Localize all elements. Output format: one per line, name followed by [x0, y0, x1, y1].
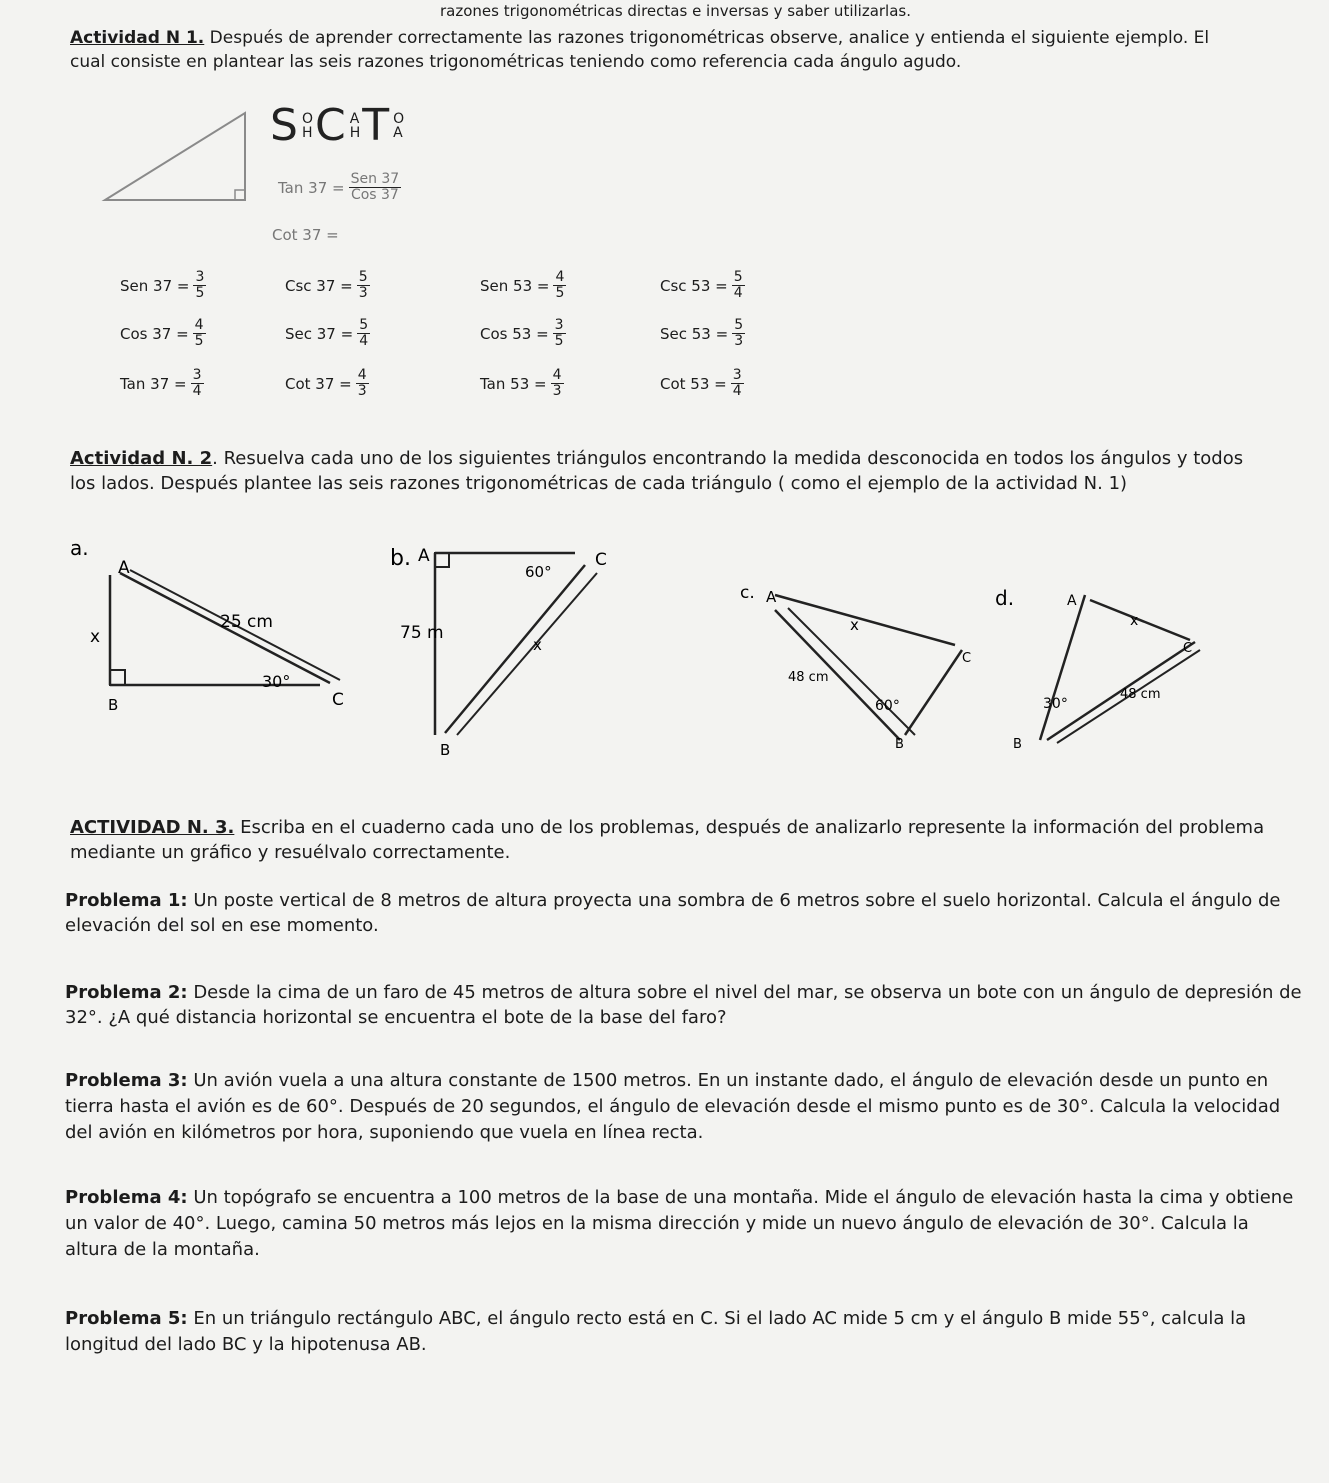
ratio-item [285, 368, 369, 399]
mnemonic-c: C [314, 100, 348, 151]
ratio-fraction [357, 318, 370, 349]
triangle-b-label-B: B [440, 741, 451, 759]
ratio-label: Sec 37 = [285, 324, 354, 343]
ratio-numerator: 3 [732, 367, 742, 383]
mnemonic-c-stack [350, 112, 361, 140]
ratio-numerator: 5 [733, 269, 743, 285]
ratio-denominator: 3 [734, 333, 744, 349]
triangle-b [385, 535, 635, 760]
ratio-item [660, 270, 745, 301]
problem-2 [65, 980, 1305, 1030]
ratio-item [120, 368, 204, 399]
triangle-b-side: 75 m [400, 623, 444, 643]
problem-1 [65, 888, 1305, 938]
triangle-a-tag: a. [70, 536, 89, 560]
activity2-title: Actividad N. 2 [70, 448, 213, 469]
example-tan [278, 172, 401, 203]
ratio-numerator: 3 [192, 367, 202, 383]
activity1-title: Actividad N 1. [70, 28, 205, 48]
ratio-fraction [551, 368, 564, 399]
triangle-d-label-x: x [1130, 613, 1139, 629]
ratio-denominator: 4 [359, 333, 369, 349]
ratio-denominator: 5 [555, 285, 565, 301]
ratio-numerator: 4 [552, 367, 562, 383]
triangle-a [70, 535, 360, 720]
mnemonic-s-top: O [301, 110, 313, 127]
problem-1-label: Problema 1: [65, 890, 188, 911]
ratio-label: Cos 53 = [480, 324, 549, 343]
ratio-item [120, 318, 206, 349]
triangle-b-label-C: C [595, 550, 607, 570]
ratio-numerator: 5 [734, 317, 744, 333]
triangle-d-side: 48 cm [1120, 687, 1161, 702]
mnemonic-t-bot: A [393, 124, 403, 141]
triangle-c-label-C: C [962, 651, 972, 666]
ratio-denominator: 5 [554, 333, 564, 349]
ratio-fraction [732, 270, 745, 301]
triangle-d-label-C: C [1183, 641, 1193, 656]
ratio-denominator: 3 [552, 383, 562, 399]
ratio-numerator: 3 [554, 317, 564, 333]
ratio-label: Csc 37 = [285, 276, 353, 295]
ratio-denominator: 4 [733, 285, 743, 301]
ratio-label: Tan 53 = [480, 374, 547, 393]
ratio-label: Csc 53 = [660, 276, 728, 295]
ratio-label: Cot 53 = [660, 374, 727, 393]
activity3-paragraph [70, 815, 1280, 865]
triangle-c-label-x: x [850, 616, 859, 634]
ratio-label: Tan 37 = [120, 374, 187, 393]
problem-3-label: Problema 3: [65, 1070, 188, 1091]
ratio-fraction [191, 368, 204, 399]
activity2-text: . Resuelva cada uno de los siguientes triángulos encontrando la medida desconocida en todos los ángulos y todos los lados. Después plantee las seis razones trigonométricas de cada triángulo ( como el ejemplo de la actividad N. 1) [70, 448, 1244, 494]
activity3-title: ACTIVIDAD N. 3. [70, 817, 235, 838]
triangle-b-label-A: A [418, 546, 430, 566]
triangle-a-label-B: B [108, 696, 119, 714]
ratio-denominator: 3 [358, 285, 368, 301]
ratio-numerator: 5 [358, 269, 368, 285]
triangle-d-tag: d. [995, 586, 1015, 610]
ratio-item [480, 318, 566, 349]
triangle-b-label-x: x [533, 636, 542, 654]
triangle-d-label-B: B [1013, 737, 1022, 752]
ratio-fraction [193, 318, 206, 349]
problem-4 [65, 1185, 1305, 1263]
triangle-c-tag: c. [740, 583, 755, 603]
activity1-paragraph [70, 26, 1220, 74]
activity3-text: Escriba en el cuaderno cada uno de los problemas, después de analizarlo represente la información del problema mediante un gráfico y resuélvalo correctamente. [70, 817, 1265, 863]
ratio-fraction [356, 368, 369, 399]
problem-5-text: En un triángulo rectángulo ABC, el ángulo recto está en C. Si el lado AC mide 5 cm y el ángulo B mide 55°, calcula la longitud del lado BC y la hipotenusa AB. [65, 1308, 1247, 1355]
example-triangle [95, 105, 270, 215]
ratio-denominator: 4 [732, 383, 742, 399]
ratio-numerator: 4 [194, 317, 204, 333]
ratio-item [480, 270, 566, 301]
ratio-item [285, 318, 370, 349]
ratio-item [660, 368, 744, 399]
ratio-numerator: 5 [359, 317, 369, 333]
problem-5 [65, 1306, 1305, 1358]
problem-2-label: Problema 2: [65, 982, 188, 1003]
triangle-b-angle: 60° [525, 563, 552, 581]
ratio-numerator: 3 [195, 269, 205, 285]
problem-4-text: Un topógrafo se encuentra a 100 metros de la base de una montaña. Mide el ángulo de elevación hasta la cima y obtiene un valor de 40°. Luego, camina 50 metros más lejos en la misma dirección y mide un nuevo ángulo de elevación de 30°. Calcula la altura de la montaña. [65, 1187, 1294, 1260]
example-tan-lhs: Tan 37 = [278, 178, 345, 197]
triangle-c-label-B: B [895, 737, 904, 752]
ratio-label: Sen 37 = [120, 276, 190, 295]
ratio-item [120, 270, 206, 301]
triangle-d-angle: 30° [1043, 696, 1068, 712]
ratio-fraction [553, 318, 566, 349]
mnemonic-c-top: A [349, 110, 360, 127]
example-right-angle-mark [235, 190, 245, 200]
problem-4-label: Problema 4: [65, 1187, 188, 1208]
triangle-a-hyp: 25 cm [220, 612, 273, 632]
header-text: razones trigonométricas directas e inversas y saber utilizarlas. [440, 2, 911, 20]
example-triangle-shape [105, 113, 245, 200]
mnemonic [270, 100, 406, 151]
problem-1-text: Un poste vertical de 8 metros de altura proyecta una sombra de 6 metros sobre el suelo horizontal. Calcula el ángulo de elevación del sol en ese momento. [65, 890, 1281, 936]
triangle-d [995, 580, 1210, 755]
mnemonic-s-bot: H [301, 124, 313, 141]
ratio-fraction [193, 270, 206, 301]
example-tan-num: Sen 37 [350, 171, 400, 187]
mnemonic-s-stack [302, 112, 313, 140]
ratios-grid [120, 270, 820, 420]
ratio-label: Sen 53 = [480, 276, 550, 295]
ratio-label: Cot 37 = [285, 374, 352, 393]
ratio-fraction [731, 368, 744, 399]
triangle-c-side: 48 cm [788, 670, 829, 685]
ratio-item [660, 318, 745, 349]
ratio-denominator: 4 [192, 383, 202, 399]
mnemonic-t-top: O [393, 110, 405, 127]
problem-5-label: Problema 5: [65, 1308, 188, 1329]
triangle-c-label-A: A [766, 588, 777, 606]
mnemonic-t: T [362, 100, 392, 151]
ratio-fraction [553, 270, 566, 301]
triangle-a-angle: 30° [262, 672, 291, 691]
mnemonic-c-bot: H [349, 124, 361, 141]
triangle-b-tag: b. [390, 546, 411, 571]
mnemonic-t-stack [393, 112, 404, 140]
problem-3 [65, 1068, 1305, 1146]
ratio-denominator: 5 [195, 285, 205, 301]
problem-2-text: Desde la cima de un faro de 45 metros de altura sobre el nivel del mar, se observa un bote con un ángulo de depresión de 32°. ¿A qué distancia horizontal se encuentra el bote de la base del faro? [65, 982, 1302, 1028]
ratio-numerator: 4 [357, 367, 367, 383]
ratio-numerator: 4 [555, 269, 565, 285]
ratio-denominator: 5 [194, 333, 204, 349]
triangle-a-label-C: C [332, 690, 344, 710]
example-cot: Cot 37 = [272, 226, 339, 244]
ratio-fraction [732, 318, 745, 349]
example-tan-den: Cos 37 [350, 187, 399, 203]
problem-3-text: Un avión vuela a una altura constante de 1500 metros. En un instante dado, el ángulo de elevación desde un punto en tierra hasta el avión es de 60°. Después de 20 segundos, el ángulo de elevación desde el mismo punto es de 30°. Calcula la velocidad del avión en kilómetros por hora, suponiendo que vuela en línea recta. [65, 1070, 1281, 1143]
triangle-a-label-A: A [118, 558, 130, 578]
triangle-c [740, 580, 990, 755]
ratio-denominator: 3 [357, 383, 367, 399]
mnemonic-s: S [270, 100, 300, 151]
ratio-fraction [357, 270, 370, 301]
ratio-label: Sec 53 = [660, 324, 729, 343]
triangle-a-label-x: x [90, 627, 101, 647]
activity2-paragraph [70, 446, 1270, 496]
triangle-d-label-A: A [1067, 593, 1077, 609]
ratio-item [480, 368, 564, 399]
ratio-item [285, 270, 370, 301]
activity1-text: Después de aprender correctamente las razones trigonométricas observe, analice y entienda el siguiente ejemplo. El cual consiste en plantear las seis razones trigonométricas teniendo como referencia cada ángulo agudo. [70, 28, 1210, 72]
ratio-label: Cos 37 = [120, 324, 189, 343]
triangle-c-angle: 60° [875, 698, 900, 714]
